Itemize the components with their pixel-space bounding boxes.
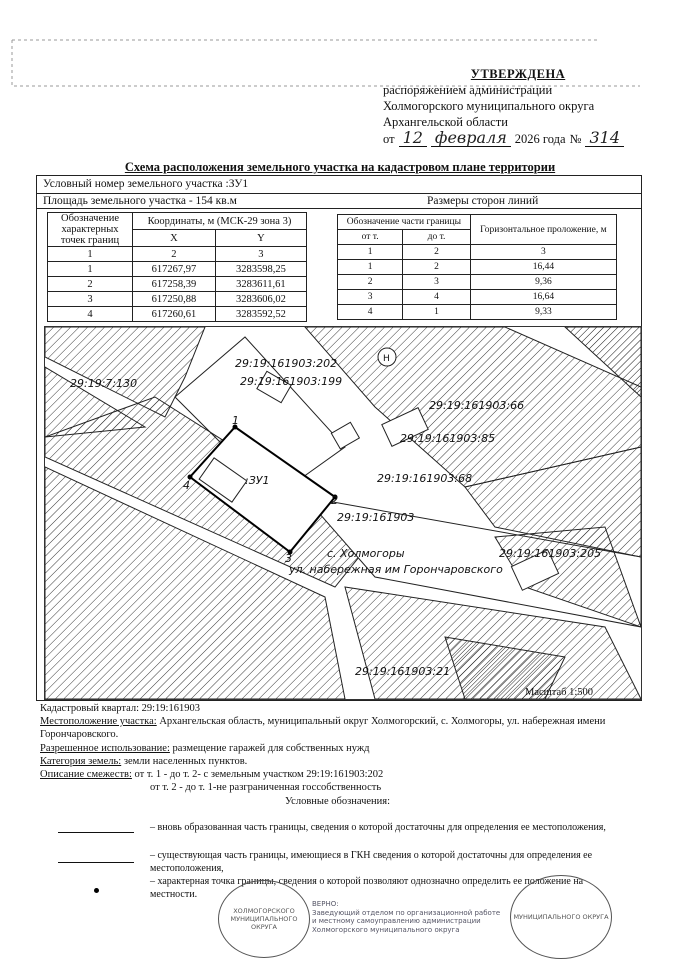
sides-h-to: до т.	[403, 230, 471, 245]
coords-colnum: 1	[48, 247, 133, 262]
location-label: Местоположение участка:	[40, 716, 157, 727]
approval-month: февраля	[431, 130, 511, 147]
category-label: Категория земель:	[40, 756, 122, 767]
approval-from: от	[383, 132, 395, 146]
label-north: Н	[383, 354, 390, 364]
label-p205: 29:19:161903:205	[499, 547, 602, 560]
coords-h-x: X	[133, 230, 216, 247]
label-street: ул. набережная им Горончаровского	[289, 563, 503, 576]
coords-colnum: 2	[133, 247, 216, 262]
label-p85: 29:19:161903:85	[400, 432, 496, 445]
approval-heading: УТВЕРЖДЕНА	[470, 67, 566, 81]
label-pt3: 3	[285, 552, 292, 565]
adjacency-1: от т. 1 - до т. 2- с земельным участком 29:19:161903:202	[134, 769, 384, 780]
coords-h-points: Обозначение характерных точек границ	[48, 213, 133, 247]
quarter-line: Кадастровый квартал: 29:19:161903	[40, 703, 200, 714]
stamp-left	[218, 880, 310, 958]
table-row: 3 617250,88 3283606,02	[48, 292, 307, 307]
adjacency-2: от т. 2 - до т. 1-не разграниченная госсобственность	[150, 782, 382, 793]
sides-h-length: Горизонтальное проложение, м	[470, 215, 616, 245]
cond-number-row	[37, 176, 641, 194]
category-line	[40, 755, 640, 768]
table-row: 1 2 16,44	[338, 260, 617, 275]
coords-table	[47, 212, 307, 322]
sides-colnum: 2	[403, 245, 471, 260]
legend-point	[94, 888, 99, 893]
coords-h-y: Y	[215, 230, 306, 247]
label-p21: 29:19:161903:21	[355, 665, 451, 678]
approval-line3: Архангельской области	[383, 115, 508, 129]
label-p66: 29:19:161903:66	[429, 399, 525, 412]
label-quarter: 29:19:161903	[337, 511, 415, 524]
table-row: 4 1 9,33	[338, 305, 617, 320]
area-row	[37, 194, 641, 209]
corner-dashes	[0, 0, 679, 100]
scheme-title: Схема расположения земельного участка на кадастровом плане территории	[124, 160, 556, 174]
sides-table	[337, 214, 617, 320]
legend-line-existing	[58, 862, 134, 863]
legend-title: Условные обозначения:	[285, 796, 391, 807]
stamp-right	[510, 875, 612, 959]
approval-line1: распоряжением администрации	[383, 83, 553, 97]
cadastral-map	[44, 326, 642, 700]
cond-number-label: Условный номер земельного участка	[43, 178, 223, 190]
location-block	[40, 715, 640, 741]
use-line	[40, 742, 640, 755]
label-pt2: 2	[331, 494, 338, 507]
sides-h-part: Обозначение части границы	[338, 215, 471, 230]
label-p68: 29:19:161903:68	[377, 472, 473, 485]
legend-line-new	[58, 832, 134, 833]
stamp-right-text: МУНИЦИПАЛЬНОГО ОКРУГА	[513, 913, 609, 921]
table-row: 4 617260,61 3283592,52	[48, 307, 307, 322]
label-village: с. Холмогоры	[327, 547, 405, 560]
coords-colnum: 3	[215, 247, 306, 262]
legend-point-text: – характерная точка границы, сведения о которой позволяют однозначно определить ее положение на местности.	[150, 876, 584, 900]
label-pt4: 4	[183, 479, 190, 492]
sides-h-from: от т.	[338, 230, 403, 245]
label-zu1: :ЗУ1	[245, 474, 270, 487]
sides-title: Размеры сторон линий	[427, 195, 539, 207]
label-p202: 29:19:161903:202	[235, 357, 338, 370]
map-scale: Масштаб 1:500	[525, 687, 594, 698]
cond-number-value: :ЗУ1	[225, 178, 249, 190]
verno-label: ВЕРНО:	[312, 900, 339, 908]
location-value: Архангельская область, муниципальный округ Холмогорский, с. Холмогоры, ул. набережная имени Горончаровского.	[40, 716, 606, 740]
coords-h-coords: Координаты, м (МСК-29 зона 3)	[133, 213, 307, 230]
label-pt1: 1	[232, 414, 239, 427]
table-row: 2 3 9,36	[338, 275, 617, 290]
use-label: Разрешенное использование:	[40, 743, 170, 754]
adjacency-line	[40, 768, 640, 781]
sides-colnum: 3	[470, 245, 616, 260]
approval-num: 314	[585, 130, 624, 147]
label-p130: 29:19:7:130	[70, 377, 138, 390]
table-row: 2 617258,39 3283611,61	[48, 277, 307, 292]
approval-year: 2026 года	[514, 132, 566, 146]
table-row: 3 4 16,64	[338, 290, 617, 305]
approval-date-line	[383, 130, 673, 147]
approval-day: 12	[399, 130, 427, 147]
use-value: размещение гаражей для собственных нужд	[172, 743, 370, 754]
sides-colnum: 1	[338, 245, 403, 260]
legend-new: – вновь образованная часть границы, сведения о которой достаточны для определения ее местоположения,	[150, 822, 606, 833]
verno-block	[312, 900, 502, 934]
table-row: 1 617267,97 3283598,25	[48, 262, 307, 277]
approval-num-label: №	[569, 132, 582, 146]
stamp-left-text: ХОЛМОГОРСКОГО МУНИЦИПАЛЬНОГО ОКРУГА	[230, 907, 298, 931]
category-value: земли населенных пунктов.	[123, 756, 248, 767]
label-p199: 29:19:161903:199	[240, 375, 343, 388]
approval-line2: Холмогорского муниципального округа	[383, 99, 595, 113]
adjacency-label: Описание смежеств:	[40, 769, 132, 780]
verno-text: Заведующий отделом по организационной работе и местному самоуправлению администрации Холмогорского муниципального округа	[312, 908, 501, 934]
area-label: Площадь земельного участка - 154 кв.м	[43, 195, 237, 207]
legend-existing: – существующая часть границы, имеющиеся в ГКН сведения о которой достаточны для определения ее местоположения,	[150, 850, 593, 874]
